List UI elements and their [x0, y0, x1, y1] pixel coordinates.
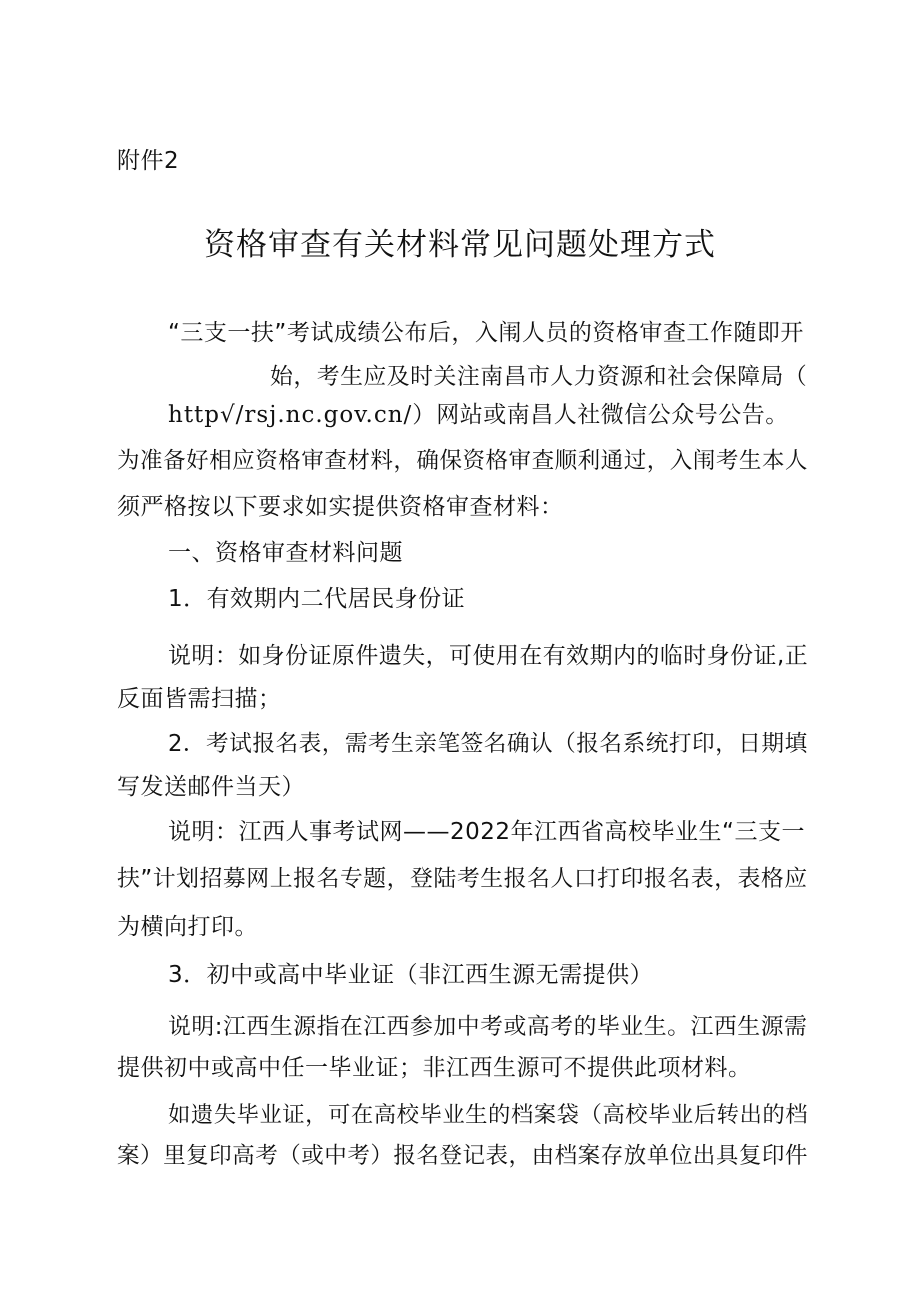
paragraph-line: 如遗失毕业证，可在高校毕业生的档案袋（高校毕业后转出的档 [168, 1102, 809, 1128]
paragraph-text: 网站或南昌人社微信公众号公告。 [436, 402, 789, 428]
paragraph-line: 扶”计划招募网上报名专题，登陆考生报名人口打印报名表，表格应 [117, 866, 808, 892]
paragraph-line: 为横向打印。 [117, 914, 258, 940]
website-url: http√/rsj.nc.gov.cn/） [168, 402, 437, 428]
paragraph-line: 说明：如身份证原件遗失，可使用在有效期内的临时身份证,正 [168, 643, 809, 669]
paragraph-line: “三支一扶”考试成绩公布后，入闱人员的资格审查工作随即开 [168, 320, 804, 346]
paragraph-line: 写发送邮件当天） [117, 774, 305, 800]
paragraph-line: 始，考生应及时关注南昌市人力资源和社会保障局（ [270, 364, 808, 390]
paragraph-line: 提供初中或高中任一毕业证；非江西生源可不提供此项材料。 [117, 1055, 752, 1081]
page-title: 资格审查有关材料常见问题处理方式 [204, 227, 716, 263]
paragraph-line: 为准备好相应资格审查材料，确保资格审查顺利通过，入闱考生本人 [117, 448, 808, 474]
list-item-heading: 2．考试报名表，需考生亲笔签名确认（报名系统打印，日期填 [168, 731, 808, 757]
list-item-heading: 3．初中或高中毕业证（非江西生源无需提供） [168, 962, 654, 988]
paragraph-line [168, 400, 789, 430]
section-heading: 一、资格审查材料问题 [168, 540, 403, 566]
attachment-label: 附件2 [117, 148, 180, 174]
paragraph-line: 说明:江西生源指在江西参加中考或高考的毕业生。江西生源需 [168, 1014, 808, 1040]
paragraph-line: 反面皆需扫描； [117, 686, 282, 712]
list-item-heading: 1．有效期内二代居民身份证 [168, 586, 466, 612]
paragraph-line: 说明：江西人事考试网——2022年江西省高校毕业生“三支一 [168, 819, 805, 845]
paragraph-line: 须严格按以下要求如实提供资格审查材料： [117, 494, 564, 520]
paragraph-line: 案）里复印高考（或中考）报名登记表，由档案存放单位出具复印件 [117, 1143, 808, 1169]
